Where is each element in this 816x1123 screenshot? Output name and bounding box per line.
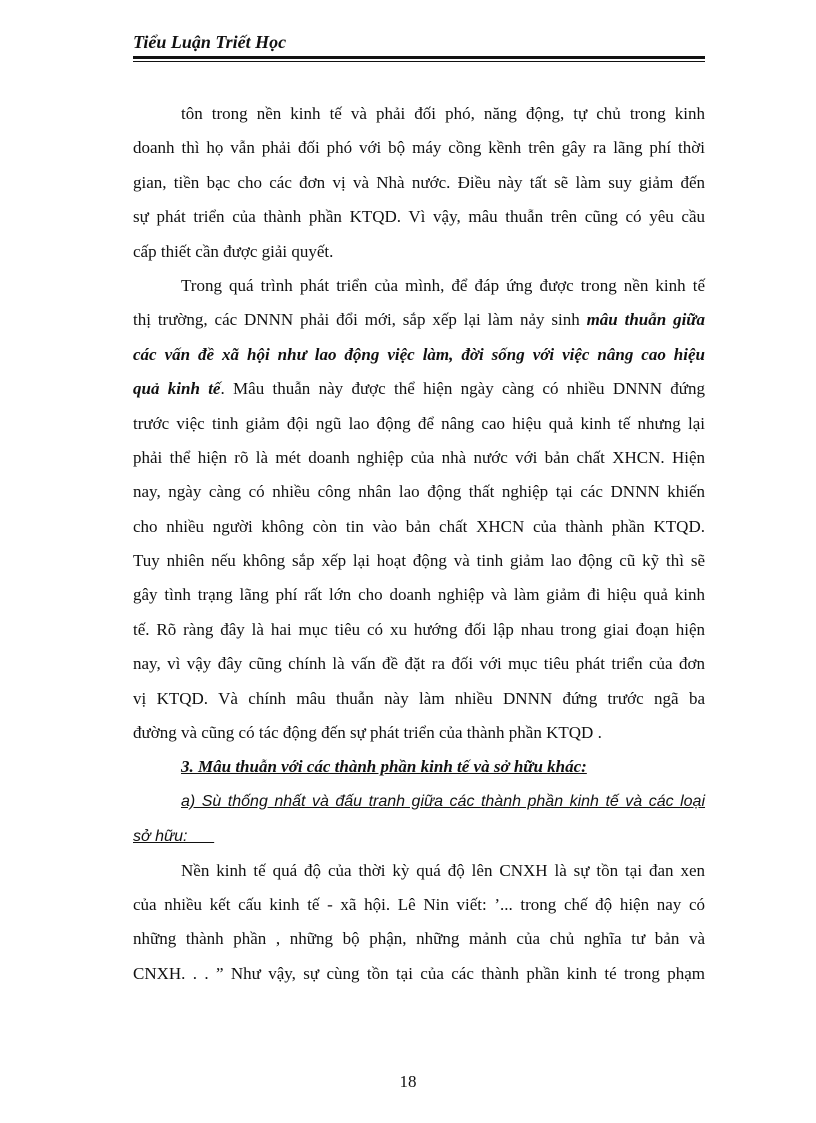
text-line: doanh thì họ vẫn phải đối phó với bộ máy cồng kềnh trên gây ra lãng phí thời [133,138,705,158]
emphasis-line: các vấn đề xã hội như lao động việc làm, đời sống với việc nâng cao hiệu [133,344,705,364]
text-line: Trong quá trình phát triển của mình, để đáp ứng được trong nền kinh tế [181,275,705,295]
text-line: đường và cũng có tác động đến sự phát triển của thành phần KTQD . [133,723,602,743]
text-line [133,372,705,406]
subsection-heading-text: sở hữu: [133,828,215,846]
subsection-heading: a) Sù thống nhất và đấu tranh giữa các thành phần kinh tế và các loại [181,792,705,810]
section-heading-text: 3. Mâu thuẫn với các thành phần kinh tế và sở hữu khác: [181,757,587,777]
text-line: phải thể hiện rõ là mét doanh nghiệp của nhà nước với bản chất XHCN. Hiện [133,447,705,467]
text-line: Nền kinh tế quá độ của thời kỳ quá độ lên CNXH là sự tồn tại đan xen [181,860,705,880]
text-line: vị KTQD. Và chính mâu thuẫn này làm nhiều DNNN đứng trước ngã ba [133,688,705,708]
text-line: cấp thiết cần được giải quyết. [133,241,334,261]
page-number: 18 [399,1072,417,1091]
text-line: tôn trong nền kinh tế và phải đối phó, năng động, tự chủ trong kinh [181,104,705,123]
section-heading [133,750,705,784]
text-line: của nhiều kết cấu kinh tế - xã hội. Lê Nin viết: ’... trong chế độ hiện nay có [133,894,705,914]
text-line [133,303,705,337]
text-line: CNXH. . . ” Như vậy, sự cùng tồn tại của các thành phần kinh té trong phạm [133,963,705,983]
header-rule-thin [133,61,705,62]
text-line: gian, tiền bạc cho các đơn vị và Nhà nước. Điều này tất sẽ làm suy giảm đến [133,172,705,192]
text-line: gây tình trạng lãng phí rất lớn cho doanh nghiệp và làm giảm đi hiệu quả kinh [133,585,705,605]
text-line: Tuy nhiên nếu không sắp xếp lại hoạt động và tinh giảm lao động cũ kỹ thì sẽ [133,551,705,571]
subsection-heading-cont [133,819,705,853]
text-line: nay, ngày càng có nhiều công nhân lao động thất nghiệp tại các DNNN khiến [133,482,705,502]
header-title: Tiểu Luận Triết Học [133,32,287,52]
text-line: tế. Rõ ràng đây là hai mục tiêu có xu hướng đối lập nhau trong giai đoạn hiện [133,619,705,639]
emphasis-run: quả kinh tế [133,379,221,399]
text-line: sự phát triển của thành phần KTQD. Vì vậy, mâu thuẫn trên cũng có yêu cầu [133,207,705,227]
emphasis-run: mâu thuẫn giữa [586,310,705,330]
text-line: trước việc tinh giảm đội ngũ lao động để nâng cao hiệu quả kinh tế nhưng lại [133,413,705,433]
header-rule-thick [133,56,705,59]
text-line: những thành phần , những bộ phận, những mảnh của chủ nghĩa tư bản và [133,929,705,949]
text-line: nay, vì vậy đây cũng chính là vấn đề đặt ra đối với mục tiêu phát triển của đơn [133,654,705,674]
text-line: cho nhiều người không còn tin vào bản chất XHCN của thành phần KTQD. [133,516,705,536]
text-run: . Mâu thuẫn này được thể hiện ngày càng có nhiều DNNN đứng [220,379,705,399]
text-run: thị trường, các DNNN phải đổi mới, sắp xếp lại làm nảy sinh [133,310,587,330]
body-text [133,97,705,991]
